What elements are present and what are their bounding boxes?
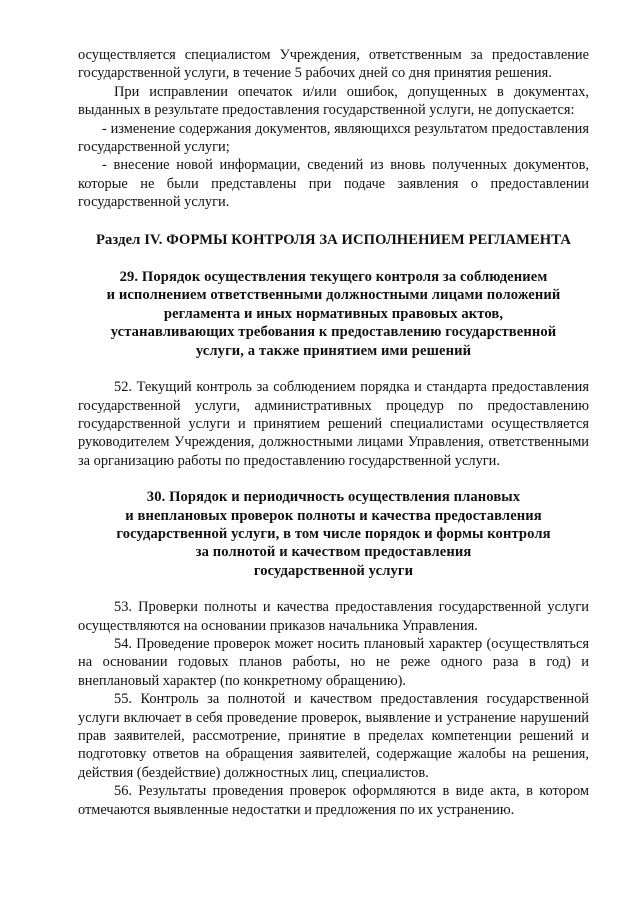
subsection-30-line: государственной услуги bbox=[253, 562, 414, 579]
subsection-30-heading bbox=[78, 488, 589, 580]
paragraph-56: 56. Результаты проведения проверок оформляются в виде акта, в котором отмечаются выявленные недостатки и предложения по их устранению. bbox=[78, 783, 589, 818]
subsection-30-line: и внеплановых проверок полноты и качества предоставления bbox=[125, 507, 542, 524]
paragraph-55: 55. Контроль за полнотой и качеством предоставления государственной услуги включает в себя проведение проверок, выявление и устранение нарушений прав заявителей, рассмотрение, принятие в пределах компетенции решений и подготовку ответов на обращения заявителей, содержащие жалобы на решения, действия (бездействие) должностных лиц, специалистов. bbox=[78, 691, 589, 781]
subsection-29-heading bbox=[78, 268, 589, 360]
list-item-change-content: - изменение содержания документов, являющихся результатом предоставления государственной услуги; bbox=[78, 120, 589, 156]
paragraph-53: 53. Проверки полноты и качества предоставления государственной услуги осуществляются на основании приказов начальника Управления. bbox=[78, 599, 589, 634]
subsection-29-line: регламента и иных нормативных правовых актов, bbox=[163, 305, 504, 322]
subsection-29-line: 29. Порядок осуществления текущего контроля за соблюдением bbox=[119, 269, 548, 286]
section-title: Раздел IV. ФОРМЫ КОНТРОЛЯ ЗА ИСПОЛНЕНИЕМ РЕГЛАМЕНТА bbox=[96, 231, 571, 248]
list-item-new-information: - внесение новой информации, сведений из вновь полученных документов, которые не были представлены при подаче заявления о предоставлении государственной услуги. bbox=[78, 157, 589, 211]
subsection-30-line: за полнотой и качеством предоставления bbox=[195, 544, 472, 561]
document-page bbox=[78, 46, 589, 819]
subsection-29-line: устанавливающих требования к предоставлению государственной bbox=[110, 324, 557, 341]
paragraph-continuation: осуществляется специалистом Учреждения, ответственным за предоставление государственной услуги, в течение 5 рабочих дней со дня принятия решения. bbox=[78, 47, 589, 82]
subsection-29-line: и исполнением ответственными должностными лицами положений bbox=[106, 287, 561, 304]
subsection-30-line: государственной услуги, в том числе порядок и формы контроля bbox=[116, 525, 551, 542]
subsection-29-line: услуги, а также принятием ими решений bbox=[195, 342, 472, 359]
paragraph-54: 54. Проведение проверок может носить плановый характер (осуществляться на основании годовых планов работы, но не реже одного раза в год) и внеплановый характер (по конкретному обращению). bbox=[78, 635, 589, 689]
paragraph-52: 52. Текущий контроль за соблюдением порядка и стандарта предоставления государственной услуги, административных процедур по предоставлению государственной услуги и принятием решений специалистами осуществляется руководителем Учреждения, должностными лицами Управления, ответственными за организацию работы по предоставлению государственной услуги. bbox=[78, 379, 589, 469]
subsection-30-line: 30. Порядок и периодичность осуществления плановых bbox=[146, 489, 521, 506]
paragraph-corrections: При исправлении опечаток и/или ошибок, допущенных в документах, выданных в результате предоставления государственной услуги, не допускается: bbox=[78, 83, 589, 119]
